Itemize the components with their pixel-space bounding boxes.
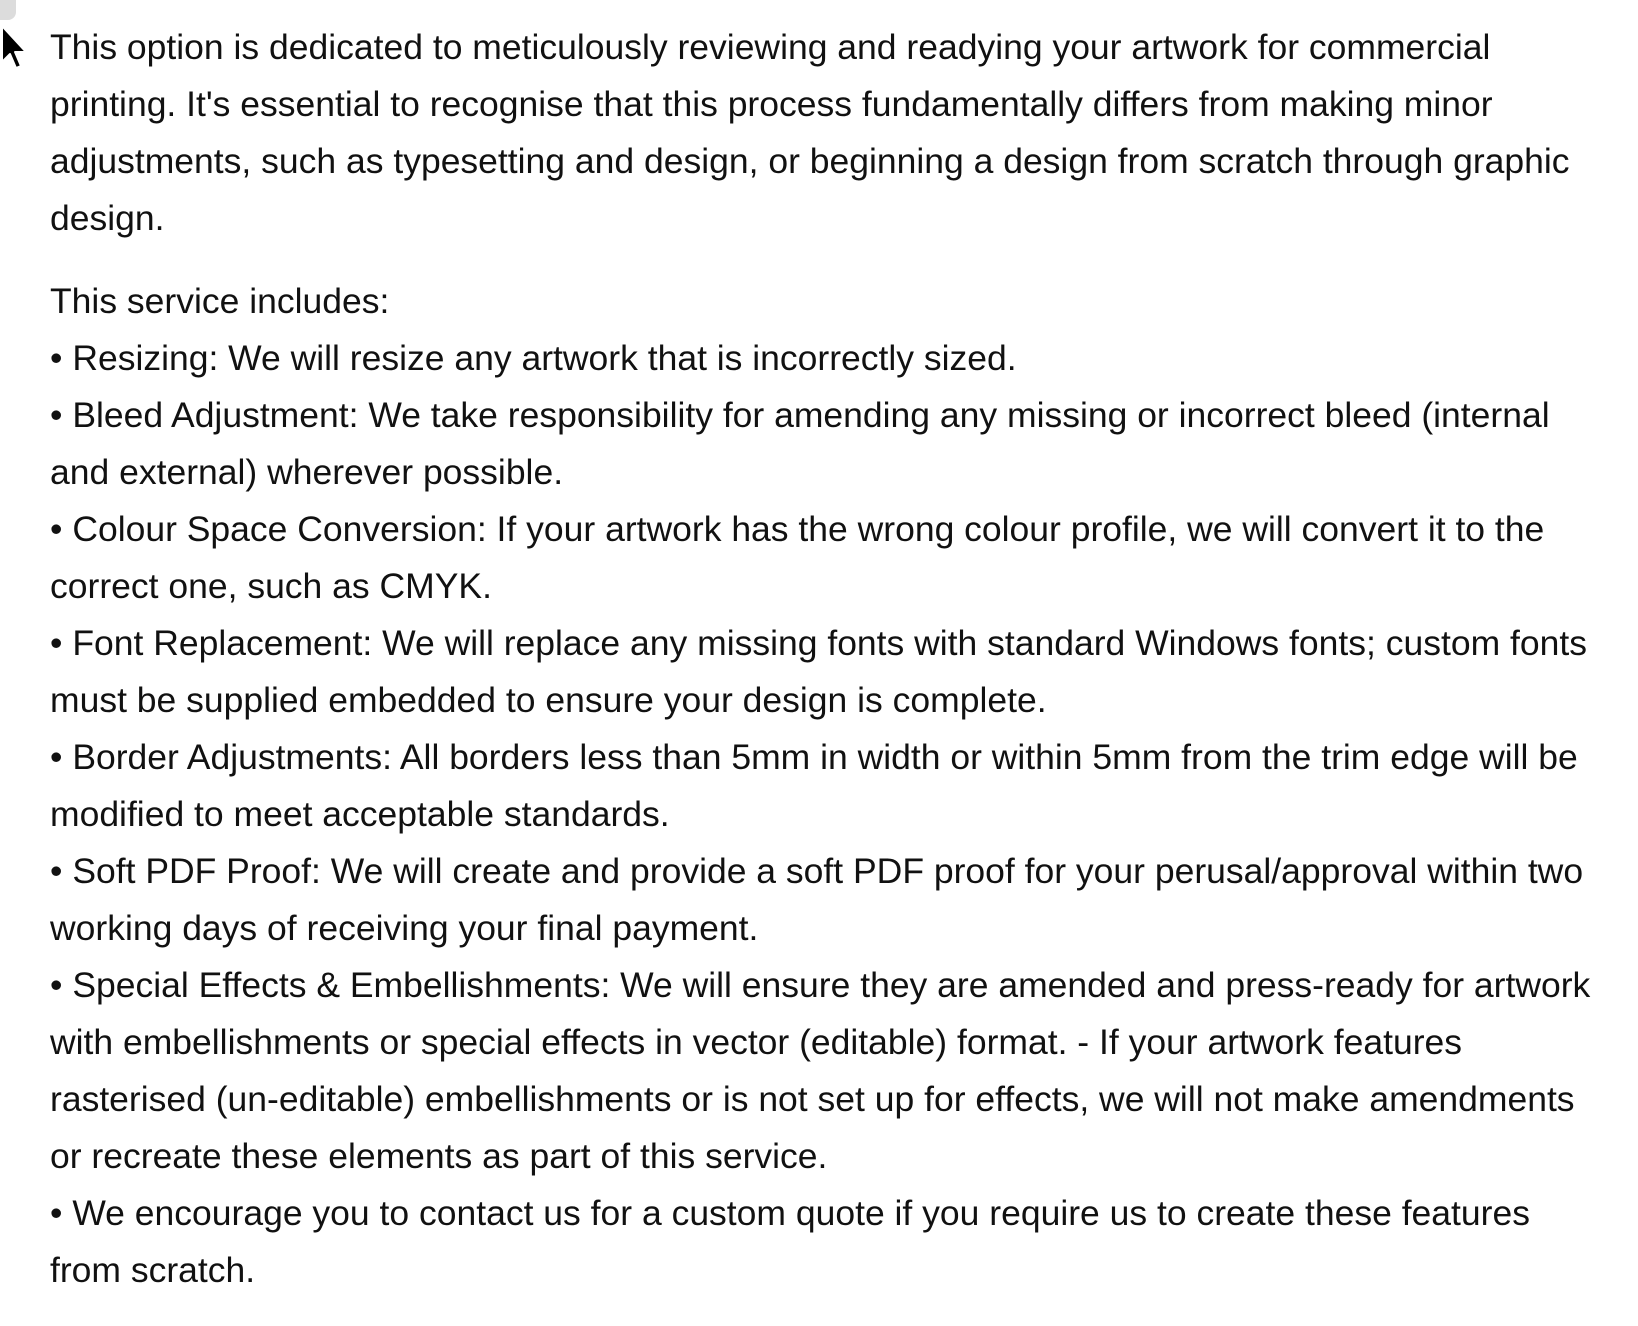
- list-item-text: Border Adjustments: All borders less than 5mm in width or within 5mm from the trim edge will be modified to meet acceptable standards.: [50, 737, 1578, 834]
- bullet: •: [50, 851, 63, 891]
- list-item-text: Soft PDF Proof: We will create and provide a soft PDF proof for your perusal/approval within two working days of receiving your final payment.: [50, 851, 1584, 948]
- services-list: [50, 330, 1610, 1299]
- bullet: •: [50, 965, 63, 1005]
- list-item: [50, 729, 1610, 843]
- list-item-text: We encourage you to contact us for a custom quote if you require us to create these features from scratch.: [50, 1193, 1530, 1290]
- bullet: •: [50, 623, 63, 663]
- intro-paragraph: This option is dedicated to meticulously reviewing and readying your artwork for commercial printing. It's essential to recognise that this process fundamentally differs from making minor adjustments, such as typesetting and design, or beginning a design from scratch through graphic design.: [50, 27, 1570, 238]
- list-item: [50, 843, 1610, 957]
- list-item: [50, 387, 1610, 501]
- list-item: [50, 615, 1610, 729]
- window-corner: [0, 0, 16, 20]
- list-item-text: Colour Space Conversion: If your artwork has the wrong colour profile, we will convert it to the correct one, such as CMYK.: [50, 509, 1545, 606]
- list-item-text: Bleed Adjustment: We take responsibility for amending any missing or incorrect bleed (internal and external) wherever possible.: [50, 395, 1550, 492]
- services-heading: This service includes:: [50, 281, 390, 321]
- bullet: •: [50, 338, 63, 378]
- document-body: [50, 19, 1610, 1299]
- list-item: [50, 330, 1610, 387]
- list-item-text: Special Effects & Embellishments: We will ensure they are amended and press-ready for artwork with embellishments or special effects in vector (editable) format. - If your artwork features rasterised (un-editable) embellishments or is not set up for effects, we will not make amendments or recreate these elements as part of this service.: [50, 965, 1591, 1176]
- list-item-text: Resizing: We will resize any artwork that is incorrectly sized.: [72, 338, 1017, 378]
- list-item-text: Font Replacement: We will replace any missing fonts with standard Windows fonts; custom fonts must be supplied embedded to ensure your design is complete.: [50, 623, 1587, 720]
- bullet: •: [50, 509, 63, 549]
- bullet: •: [50, 737, 63, 777]
- bullet: •: [50, 1193, 63, 1233]
- mouse-pointer-icon: [0, 24, 30, 72]
- list-item: [50, 501, 1610, 615]
- list-item: [50, 1185, 1610, 1299]
- bullet: •: [50, 395, 63, 435]
- list-item: [50, 957, 1610, 1185]
